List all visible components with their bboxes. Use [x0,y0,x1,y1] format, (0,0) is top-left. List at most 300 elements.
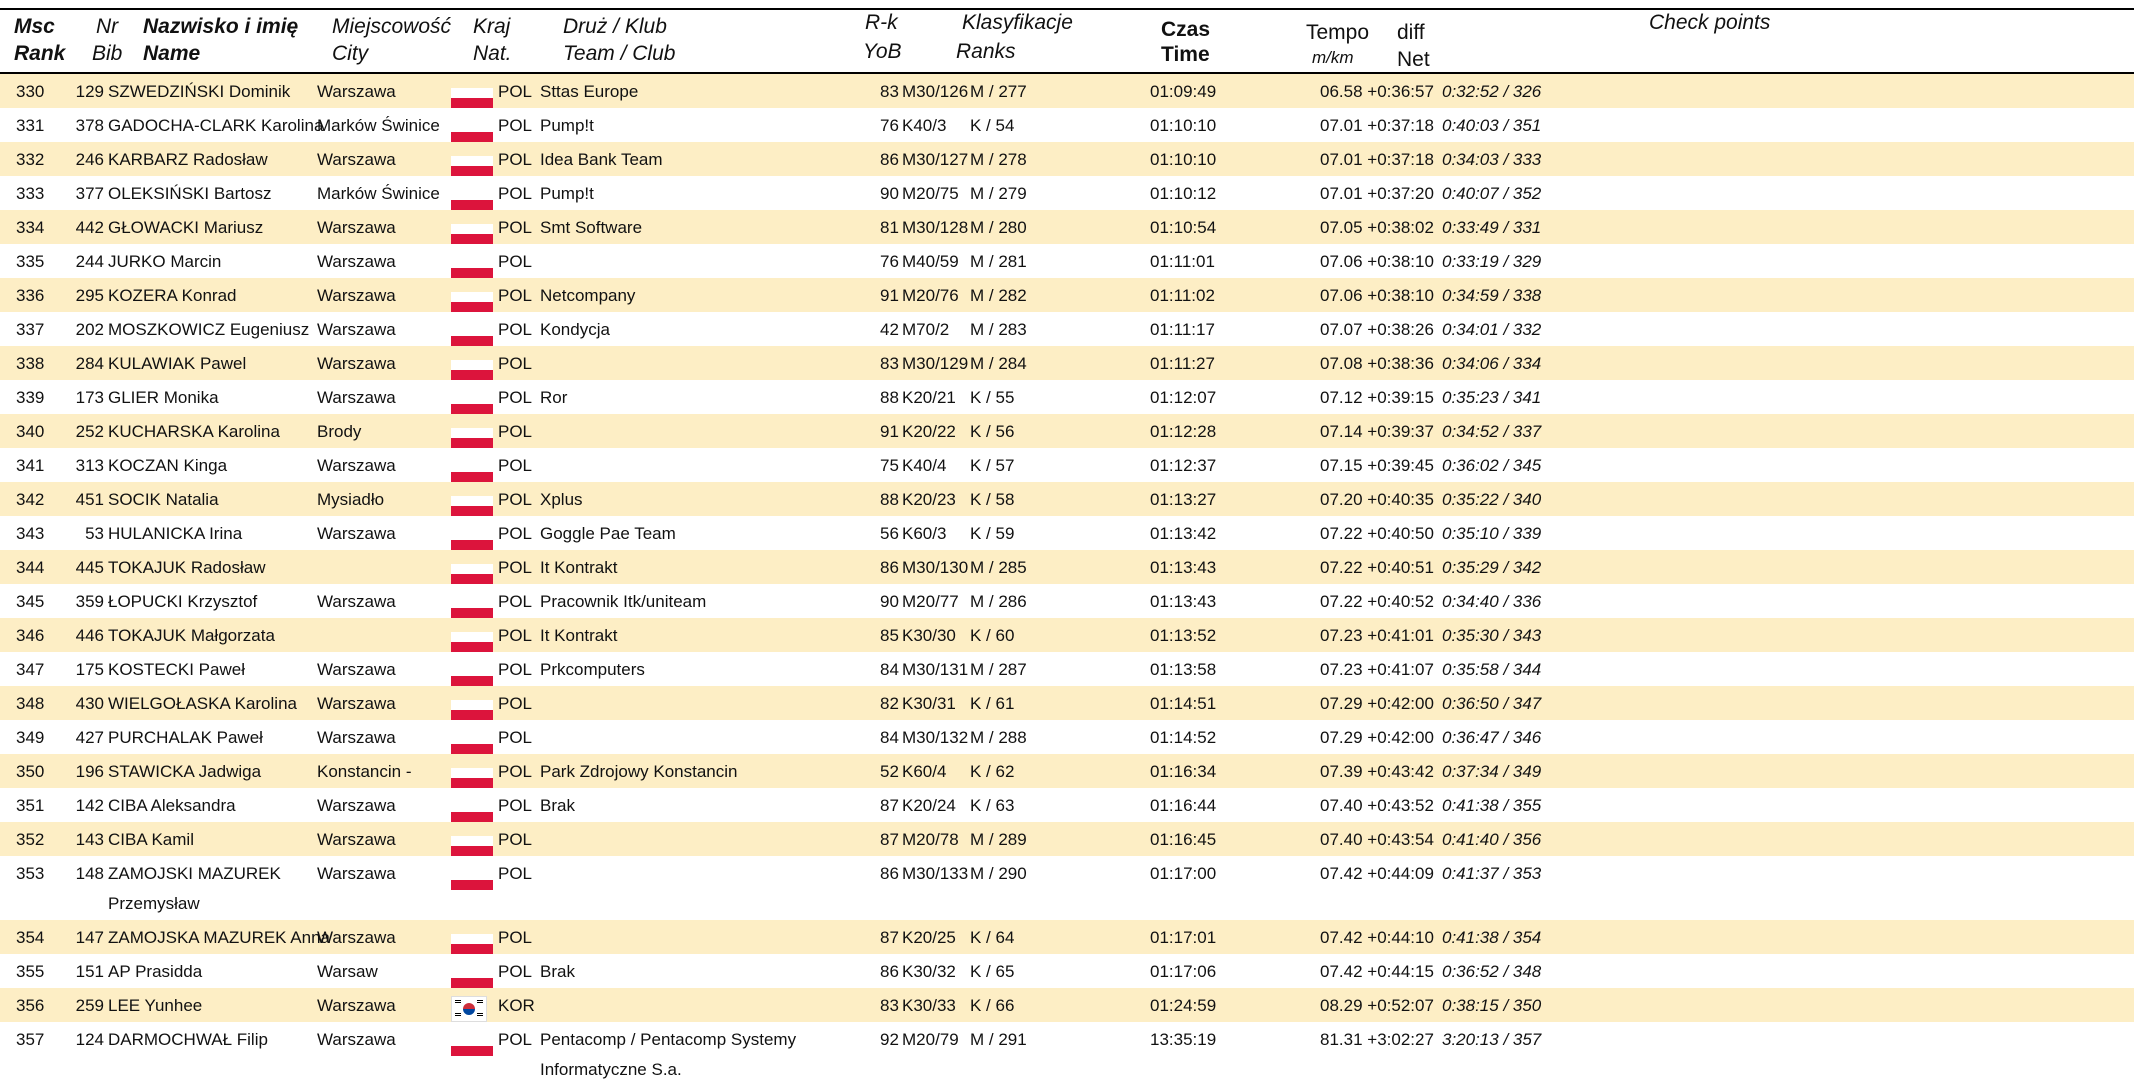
city-cell: Warszawa [317,354,396,373]
nation-code-cell: POL [498,796,533,815]
name-cell: LEE Yunhee [108,996,203,1015]
yob-cell: 42 [880,320,899,339]
pl-flag-icon [451,968,493,988]
checkpoint-cell: 0:34:06 / 334 [1442,354,1542,373]
table-row [0,244,2134,278]
pl-flag-icon [451,428,493,448]
bib-cell: 430 [75,694,104,713]
bib-cell: 295 [75,286,104,305]
pl-flag-icon [451,88,493,108]
name-cell: GLIER Monika [108,388,219,407]
yob-cell: 83 [880,82,899,101]
table-row [0,584,2134,618]
yob-cell: 86 [880,558,899,577]
rank-class-cell: M / 278 [970,150,1027,169]
name-cell: CIBA Aleksandra [108,796,236,815]
yob-cell: 85 [880,626,899,645]
category-cell: M30/130 [902,558,969,577]
pace-diff-cell: 07.14 +0:39:37 [1320,422,1434,441]
yob-cell: 76 [880,116,899,135]
category-cell: K30/31 [902,694,956,713]
team-cell: Goggle Pae Team [540,524,676,543]
time-cell: 01:16:45 [1150,830,1217,849]
table-row [0,550,2134,584]
table-row [0,414,2134,448]
name-cell: KOSTECKI Paweł [108,660,245,679]
pace-diff-cell: 06.58 +0:36:57 [1320,82,1434,101]
time-cell: 01:14:51 [1150,694,1217,713]
rank-cell: 340 [16,422,45,441]
time-cell: 01:17:01 [1150,928,1217,947]
pl-flag-icon [451,462,493,482]
category-cell: K20/21 [902,388,956,407]
rank-cell: 342 [16,490,45,509]
bib-cell: 143 [75,830,104,849]
rank-class-cell: K / 60 [970,626,1015,645]
yob-cell: 88 [880,490,899,509]
rank-cell: 336 [16,286,45,305]
category-cell: K20/24 [902,796,956,815]
time-cell: 01:11:27 [1150,354,1215,373]
table-row [0,920,2134,954]
header-diff: diff [1397,21,1425,44]
rank-cell: 354 [16,928,45,947]
name-cell: ZAMOJSKA MAZUREK Anna [108,928,331,947]
city-cell: Marków Świnice [317,116,440,135]
nation-code-cell: POL [498,928,533,947]
time-cell: 01:14:52 [1150,728,1217,747]
rank-cell: 350 [16,762,45,781]
team-cell: Brak [540,962,575,981]
name-cell: PURCHALAK Paweł [108,728,263,747]
rank-class-cell: M / 282 [970,286,1027,305]
team-cell: Pump!t [540,184,594,203]
bib-cell: 129 [75,82,104,101]
rank-cell: 335 [16,252,45,271]
rank-class-cell: M / 287 [970,660,1027,679]
yob-cell: 83 [880,996,899,1015]
city-cell: Warszawa [317,830,396,849]
nation-code-cell: POL [498,830,533,849]
pl-flag-icon [451,700,493,720]
checkpoint-cell: 0:34:52 / 337 [1442,422,1542,441]
pace-diff-cell: 07.40 +0:43:52 [1320,796,1434,815]
pace-diff-cell: 07.15 +0:39:45 [1320,456,1434,475]
time-cell: 01:12:37 [1150,456,1217,475]
category-cell: M30/131 [902,660,969,679]
kr-flag-icon [451,1002,493,1022]
yob-cell: 82 [880,694,899,713]
pace-diff-cell: 07.29 +0:42:00 [1320,694,1434,713]
pl-flag-icon [451,122,493,142]
pace-diff-cell: 07.01 +0:37:18 [1320,116,1434,135]
pace-diff-cell: 07.42 +0:44:09 [1320,864,1434,883]
name-cell: CIBA Kamil [108,830,194,849]
rank-cell: 353 [16,864,45,883]
rank-cell: 334 [16,218,45,237]
city-cell: Warszawa [317,592,396,611]
bib-cell: 244 [75,252,104,271]
pace-diff-cell: 07.06 +0:38:10 [1320,252,1434,271]
category-cell: K30/30 [902,626,956,645]
team-cell: Netcompany [540,286,636,305]
name-cell: SZWEDZIŃSKI Dominik [108,82,291,101]
yob-cell: 86 [880,962,899,981]
time-cell: 01:13:58 [1150,660,1217,679]
city-cell: Warszawa [317,82,396,101]
yob-cell: 88 [880,388,899,407]
yob-cell: 91 [880,422,899,441]
category-cell: K60/4 [902,762,947,781]
pace-diff-cell: 07.22 +0:40:52 [1320,592,1434,611]
yob-cell: 76 [880,252,899,271]
name-cell: KARBARZ Radosław [108,150,268,169]
yob-cell: 81 [880,218,899,237]
team-cell: Xplus [540,490,583,509]
rank-class-cell: K / 59 [970,524,1015,543]
pl-flag-icon [451,224,493,244]
bib-cell: 246 [75,150,104,169]
rank-cell: 332 [16,150,45,169]
bib-cell: 196 [75,762,104,781]
bib-cell: 148 [75,864,104,883]
pace-diff-cell: 07.12 +0:39:15 [1320,388,1434,407]
table-row [0,74,2134,108]
checkpoint-cell: 0:34:40 / 336 [1442,592,1542,611]
category-cell: M20/75 [902,184,959,203]
pace-diff-cell: 07.40 +0:43:54 [1320,830,1434,849]
table-row [0,988,2134,1022]
bib-cell: 442 [75,218,104,237]
rank-class-cell: M / 281 [970,252,1027,271]
rank-cell: 331 [16,116,45,135]
team-cell: It Kontrakt [540,558,618,577]
time-cell: 01:13:27 [1150,490,1217,509]
name-cell: HULANICKA Irina [108,524,243,543]
team-cell: Prkcomputers [540,660,645,679]
checkpoint-cell: 0:36:47 / 346 [1442,728,1542,747]
bib-cell: 252 [75,422,104,441]
rank-class-cell: M / 291 [970,1030,1027,1049]
rank-class-cell: M / 285 [970,558,1027,577]
rank-class-cell: M / 277 [970,82,1027,101]
time-cell: 01:10:10 [1150,150,1217,169]
rank-cell: 341 [16,456,45,475]
rank-class-cell: K / 55 [970,388,1015,407]
table-row [0,856,2134,920]
time-cell: 01:24:59 [1150,996,1217,1015]
city-cell: Warszawa [317,928,396,947]
header-checkpoints: Check points [1649,11,1771,34]
category-cell: M30/132 [902,728,969,747]
team-cell: Kondycja [540,320,610,339]
pl-flag-icon [451,326,493,346]
team-cell: Pentacomp / Pentacomp Systemy Informatyczne S.a. [540,1030,797,1079]
category-cell: K20/22 [902,422,956,441]
checkpoint-cell: 0:41:40 / 356 [1442,830,1542,849]
pl-flag-icon [451,190,493,210]
rank-class-cell: K / 61 [970,694,1015,713]
pl-flag-icon [451,292,493,312]
header-net: Net [1397,48,1430,71]
rank-cell: 345 [16,592,45,611]
bib-cell: 147 [75,928,104,947]
bib-cell: 151 [75,962,104,981]
nation-code-cell: POL [498,962,533,981]
header-time-en: Time [1161,43,1210,66]
yob-cell: 75 [880,456,899,475]
header-name-en: Name [143,42,201,65]
time-cell: 01:10:10 [1150,116,1217,135]
rank-cell: 349 [16,728,45,747]
city-cell: Warszawa [317,456,396,475]
city-cell: Warszawa [317,728,396,747]
checkpoint-cell: 0:41:38 / 354 [1442,928,1542,947]
nation-code-cell: POL [498,660,533,679]
nation-code-cell: POL [498,728,533,747]
pace-diff-cell: 07.22 +0:40:51 [1320,558,1434,577]
yob-cell: 56 [880,524,899,543]
time-cell: 01:09:49 [1150,82,1217,101]
nation-code-cell: POL [498,286,533,305]
city-cell: Warszawa [317,286,396,305]
bib-cell: 451 [75,490,104,509]
yob-cell: 87 [880,796,899,815]
bib-cell: 202 [75,320,104,339]
yob-cell: 84 [880,660,899,679]
rank-cell: 357 [16,1030,45,1049]
nation-code-cell: POL [498,320,533,339]
checkpoint-cell: 0:35:23 / 341 [1442,388,1542,407]
time-cell: 01:12:07 [1150,388,1217,407]
rank-cell: 344 [16,558,45,577]
bib-cell: 445 [75,558,104,577]
name-cell: GADOCHA-CLARK Karolina [108,116,324,135]
pace-diff-cell: 07.22 +0:40:50 [1320,524,1434,543]
header-time-pl: Czas [1161,18,1211,41]
pl-flag-icon [451,734,493,754]
header-name-pl: Nazwisko i imię [143,15,299,38]
table-row [0,210,2134,244]
table-row [0,686,2134,720]
pl-flag-icon [451,156,493,176]
checkpoint-cell: 3:20:13 / 357 [1442,1030,1542,1049]
table-row [0,788,2134,822]
name-cell: TOKAJUK Radosław [108,558,266,577]
header-ranks-pl: Klasyfikacje [962,11,1073,34]
city-cell: Warszawa [317,388,396,407]
rank-cell: 352 [16,830,45,849]
checkpoint-cell: 0:34:59 / 338 [1442,286,1542,305]
yob-cell: 91 [880,286,899,305]
nation-code-cell: POL [498,116,533,135]
name-cell: KULAWIAK Pawel [108,354,247,373]
category-cell: M20/77 [902,592,959,611]
table-row [0,754,2134,788]
checkpoint-cell: 0:37:34 / 349 [1442,762,1542,781]
category-cell: M30/126 [902,82,969,101]
yob-cell: 87 [880,928,899,947]
header-team-pl: Druż / Klub [563,15,667,38]
rank-class-cell: M / 280 [970,218,1027,237]
pl-flag-icon [451,496,493,516]
checkpoint-cell: 0:32:52 / 326 [1442,82,1542,101]
category-cell: M30/129 [902,354,969,373]
city-cell: Warszawa [317,320,396,339]
nation-code-cell: POL [498,82,533,101]
city-cell: Brody [317,422,362,441]
pl-flag-icon [451,802,493,822]
name-cell: STAWICKA Jadwiga [108,762,262,781]
rank-cell: 348 [16,694,45,713]
team-cell: Idea Bank Team [540,150,663,169]
checkpoint-cell: 0:33:49 / 331 [1442,218,1542,237]
category-cell: M70/2 [902,320,950,339]
checkpoint-cell: 0:35:29 / 342 [1442,558,1542,577]
nation-code-cell: POL [498,456,533,475]
time-cell: 01:16:44 [1150,796,1217,815]
yob-cell: 52 [880,762,899,781]
time-cell: 01:17:00 [1150,864,1217,883]
yob-cell: 90 [880,592,899,611]
rank-cell: 330 [16,82,45,101]
time-cell: 13:35:19 [1150,1030,1217,1049]
time-cell: 01:13:52 [1150,626,1217,645]
table-row [0,618,2134,652]
checkpoint-cell: 0:40:03 / 351 [1442,116,1542,135]
pace-diff-cell: 07.29 +0:42:00 [1320,728,1434,747]
pace-diff-cell: 07.23 +0:41:01 [1320,626,1434,645]
bib-cell: 446 [75,626,104,645]
bib-cell: 359 [75,592,104,611]
nation-code-cell: POL [498,150,533,169]
rank-class-cell: M / 290 [970,864,1027,883]
name-cell: KOZERA Konrad [108,286,237,305]
bib-cell: 259 [75,996,104,1015]
rank-class-cell: K / 64 [970,928,1015,947]
rank-class-cell: K / 54 [970,116,1015,135]
header-nat-en: Nat. [473,42,512,65]
nation-code-cell: POL [498,252,533,271]
bib-cell: 284 [75,354,104,373]
checkpoint-cell: 0:33:19 / 329 [1442,252,1542,271]
rank-cell: 347 [16,660,45,679]
name-cell: ZAMOJSKI MAZUREK Przemysław [108,864,281,913]
bib-cell: 377 [75,184,104,203]
header-city-en: City [332,42,369,65]
header-yob-pl: R-k [865,11,898,34]
nation-code-cell: POL [498,626,533,645]
rank-class-cell: K / 62 [970,762,1015,781]
rank-cell: 337 [16,320,45,339]
name-cell: GŁOWACKI Mariusz [108,218,264,237]
header-city-pl: Miejscowość [332,15,452,38]
name-cell: ŁOPUCKI Krzysztof [108,592,258,611]
team-cell: Pracownik Itk/uniteam [540,592,707,611]
category-cell: K30/33 [902,996,956,1015]
rank-cell: 338 [16,354,45,373]
name-cell: KUCHARSKA Karolina [108,422,280,441]
nation-code-cell: POL [498,864,533,883]
name-cell: WIELGOŁASKA Karolina [108,694,297,713]
team-cell: Sttas Europe [540,82,639,101]
city-cell: Warszawa [317,660,396,679]
checkpoint-cell: 0:38:15 / 350 [1442,996,1542,1015]
nation-code-cell: POL [498,762,533,781]
header-bib-pl: Nr [96,15,119,38]
checkpoint-cell: 0:34:01 / 332 [1442,320,1542,339]
nation-code-cell: POL [498,558,533,577]
pl-flag-icon [451,768,493,788]
rank-class-cell: M / 284 [970,354,1027,373]
checkpoint-cell: 0:34:03 / 333 [1442,150,1542,169]
bib-cell: 175 [75,660,104,679]
table-row [0,312,2134,346]
team-cell: Park Zdrojowy Konstancin [540,762,738,781]
city-cell: Warsaw [317,962,378,981]
nation-code-cell: KOR [498,996,535,1015]
city-cell: Warszawa [317,524,396,543]
nation-code-cell: POL [498,490,533,509]
pace-diff-cell: 07.08 +0:38:36 [1320,354,1434,373]
city-cell: Mysiadło [317,490,385,509]
category-cell: K20/25 [902,928,956,947]
category-cell: K30/32 [902,962,956,981]
pace-diff-cell: 81.31 +3:02:27 [1320,1030,1434,1049]
category-cell: K20/23 [902,490,956,509]
header-tempo-unit: m/km [1312,48,1354,67]
table-row [0,652,2134,686]
pl-flag-icon [451,870,493,890]
header-rank-en: Rank [14,42,66,65]
table-row [0,142,2134,176]
time-cell: 01:13:43 [1150,592,1217,611]
pace-diff-cell: 08.29 +0:52:07 [1320,996,1434,1015]
time-cell: 01:10:12 [1150,184,1217,203]
category-cell: M20/79 [902,1030,959,1049]
city-cell: Warszawa [317,864,396,883]
category-cell: M30/133 [902,864,969,883]
rank-cell: 351 [16,796,45,815]
bib-cell: 173 [75,388,104,407]
table-row [0,482,2134,516]
rank-class-cell: K / 66 [970,996,1015,1015]
checkpoint-cell: 0:36:50 / 347 [1442,694,1542,713]
checkpoint-cell: 0:36:52 / 348 [1442,962,1542,981]
time-cell: 01:11:01 [1150,252,1215,271]
category-cell: K40/4 [902,456,947,475]
nation-code-cell: POL [498,184,533,203]
city-cell: Warszawa [317,150,396,169]
category-cell: M30/128 [902,218,969,237]
name-cell: KOCZAN Kinga [108,456,228,475]
nation-code-cell: POL [498,422,533,441]
time-cell: 01:11:02 [1150,286,1215,305]
pace-diff-cell: 07.20 +0:40:35 [1320,490,1434,509]
time-cell: 01:13:43 [1150,558,1217,577]
yob-cell: 92 [880,1030,899,1049]
nation-code-cell: POL [498,388,533,407]
header-nat-pl: Kraj [473,15,511,38]
rank-class-cell: M / 288 [970,728,1027,747]
rank-cell: 343 [16,524,45,543]
city-cell: Warszawa [317,252,396,271]
pl-flag-icon [451,934,493,954]
city-cell: Warszawa [317,796,396,815]
pl-flag-icon [451,564,493,584]
pace-diff-cell: 07.39 +0:43:42 [1320,762,1434,781]
city-cell: Konstancin - [317,762,412,781]
